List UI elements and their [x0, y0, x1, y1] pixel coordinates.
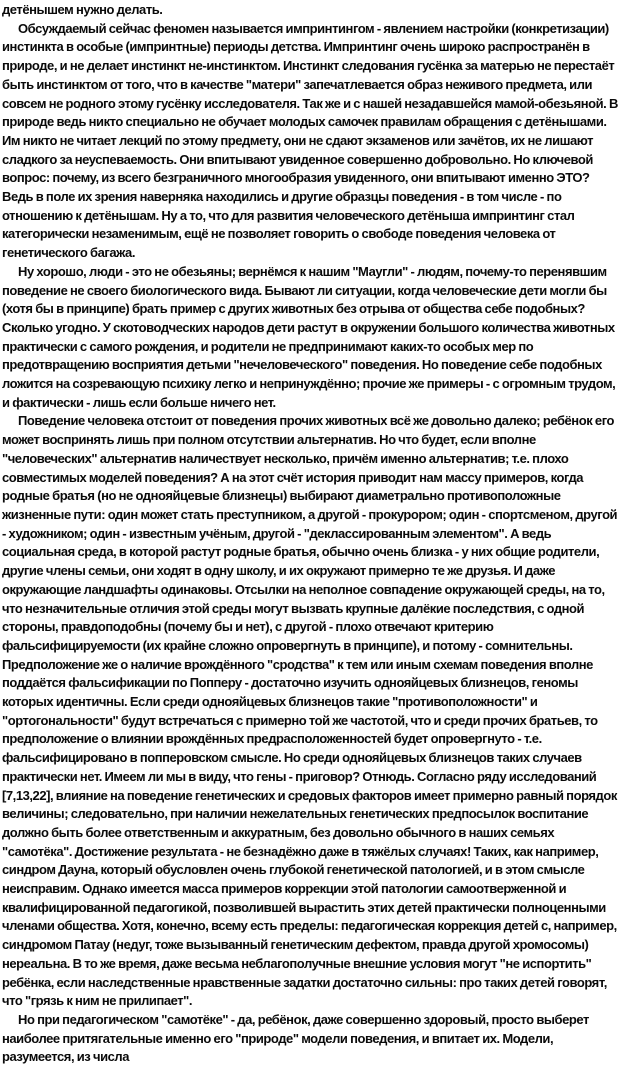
paragraph-pedagogical-drift: Но при педагогическом "самотёке" - да, ребёнок, даже совершенно здоровый, просто выберет наиболее притягательные именно его "природе" модели поведения, и впитает их. Модели, разумеется, из числа [2, 1011, 589, 1065]
paragraph-mowgli-herders: Ну хорошо, люди - это не обезьяны; вернёмся к нашим "Маугли" - людям, почему-то перенявшим поведение не своего биологического вида. Бывают ли ситуации, когда человеческие дети могли бы (хотя бы в принципе) брать пример с других животных без отрыва от общества себе подобных? Сколько угодно. У скотоводческих народов дети растут в окружении большого количества животных практически с самого рождения, и родители не предпринимают каких-то особых мер по предотвращению восприятия детьми "нечеловеческого" поведения. Но поведение себе подобных ложится на созревающую психику легко и непринуждённо; прочие же примеры - с огромным трудом, и фактически - лишь если больше ничего нет. [2, 263, 616, 410]
paragraph-continuation-tail: детёнышем нужно делать. [2, 2, 163, 17]
paragraph-twins-genetics: Поведение человека отстоит от поведения прочих животных всё же довольно далеко; ребёнок его может воспринять лишь при полном отсутствии альтернатив. Но что будет, если вполне "человеческих" альтернатив наличествует несколько, причём именно альтернатив; т.е. плохо совместимых моделей поведения? А на этот счёт история приводит нам массу примеров, когда родные братья (но не однояйцевые близнецы) выбирают диаметрально противоположные жизненные пути: один может стать преступником, а другой - прокурором; один - спортсменом, другой - художником; один - известным учёным, другой - "деклассированным элементом". А ведь социальная среда, в которой растут родные братья, обычно очень близка - у них общие родители, другие члены семьи, они ходят в одну школу, и их окружают примерно те же друзья. И даже окружающие ландшафты одинаковы. Отсылки на неполное совпадение окружающей среды, на то, что незначительные отличия этой среды могут вызвать крупные далёкие последствия, с одной стороны, правдоподобны (почему бы и нет), с другой - плохо отвечают критерию фальсифицируемости (их крайне сложно опровергнуть в принципе), и потому - сомнительны. Предположение же о наличие врождённого "сродства" к тем или иным схемам поведения вполне поддаётся фальсификации по Попперу - достаточно изучить однояйцевых близнецов, геномы которых идентичны. Если среди однояйцевых близнецов такие "противоположности" и "ортогональности" будут встречаться с примерно той же частотой, что и среди прочих братьев, то предположение о влиянии врождённых предрасположенностей будет опровергнуто - т.е. фальсифицировано в попперовском смысле. Но среди однояйцевых близнецов таких случаев практически нет. Имеем ли мы в виду, что гены - приговор? Отнюдь. Согласно ряду исследований [7,13,22], влияние на поведение генетических и средовых факторов имеет примерно равный порядок величины; следовательно, при наличии нежелательных генетических предпосылок воспитание должно быть более ответственным и аккуратным, без довольно обычного в наших семьях "самотёка". Достижение результата - не безнадёжно даже в тяжёлых случаях! Таких, как например, синдром Дауна, который обусловлен очень глубокой генетической патологией, и в этом смысле неисправим. Однако имеется масса примеров коррекции этой патологии самоотверженной и квалифицированной педагогикой, позволившей вырастить этих детей практически полноценными членами общества. Хотя, конечно, всему есть пределы: педагогическая коррекция детей с, например, синдромом Патау (недуг, тоже вызыванный генетическим дефектом, правда другой хромосомы) нереальна. В то же время, даже весьма неблагополучные внешние условия могут "не испортить" ребёнка, если наследственные нравственные задатки достаточно сильны: про таких детей говорят, что "грязь к ним не прилипает". [2, 413, 618, 1009]
paragraph-imprinting: Обсуждаемый сейчас феномен называется импринтингом - явлением настройки (конкретизации) инстинкта в особые (импринтные) периоды детства. Импринтинг очень широко распространён в природе, и не делает инстинкт не-инстинктом. Инстинкт следования гусёнка за матерью не перестаёт быть инстинктом от того, что в качестве "матери" запечатлевается образ неживого предмета, или совсем не родного этому гусёнку исследователя. Так же и с нашей незадавшейся мамой-обезьяной. В природе ведь никто специально не обучает молодых самочек правилам обращения с детёнышами. Им никто не читает лекций по этому предмету, они не сдают экзаменов или зачётов, их не лишают сладкого за неуспеваемость. Они впитывают увиденное совершенно добровольно. Но ключевой вопрос: почему, из всего безграничного многообразия увиденного, они впитывают именно ЭТО? Ведь в поле их зрения наверняка находились и другие образцы поведения - в том числе - по отношению к детёнышам. Ну а то, что для развития человеческого детёныша импринтинг стал категорически незаменимым, ещё не позволяет говорить о свободе поведения человека от генетического багажа. [2, 20, 618, 261]
